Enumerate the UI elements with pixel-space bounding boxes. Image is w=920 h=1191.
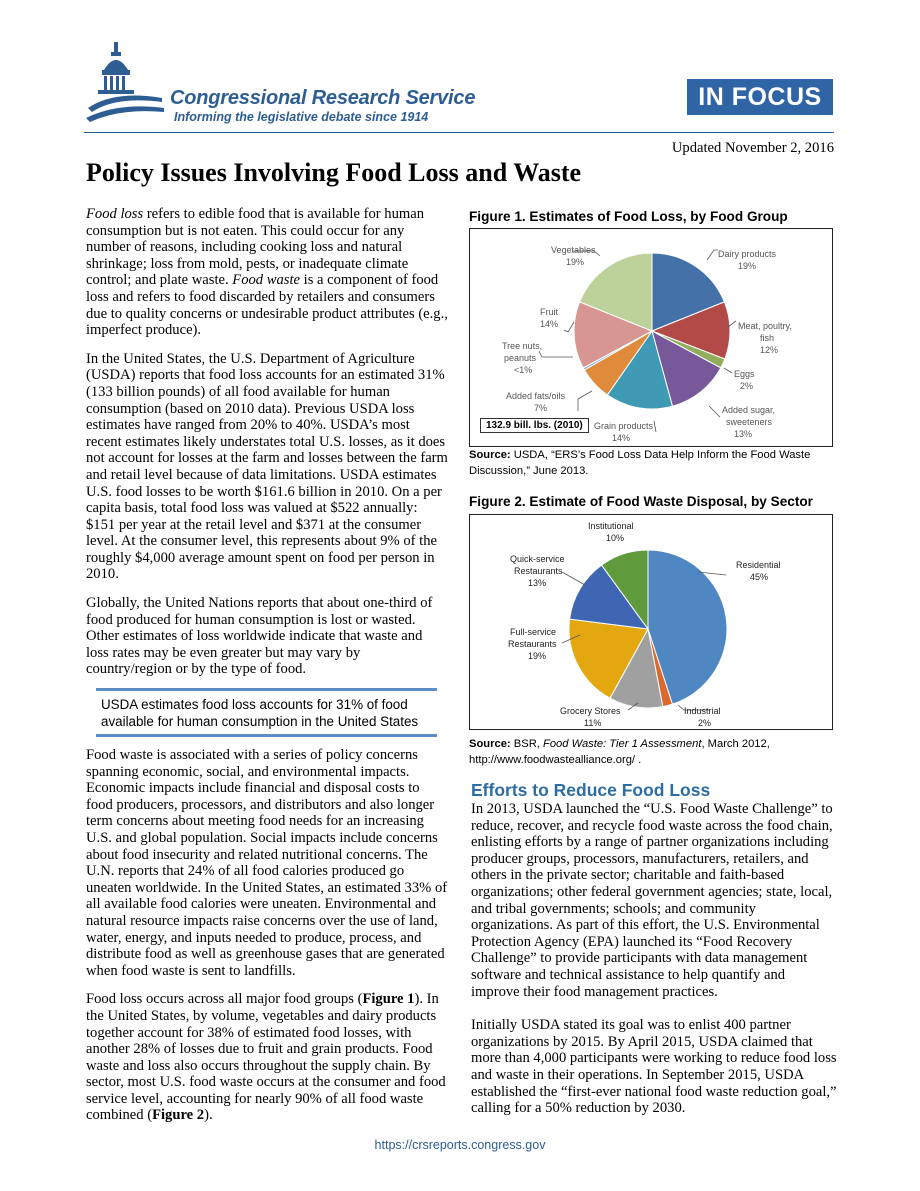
fig1-pct-eggs: 2% bbox=[740, 381, 754, 391]
updated-date: Updated November 2, 2016 bbox=[671, 140, 834, 156]
fig1-label-fats: Added fats/oils bbox=[506, 391, 566, 401]
figure-1-box bbox=[469, 228, 833, 447]
section-heading-efforts: Efforts to Reduce Food Loss bbox=[471, 780, 711, 800]
footer-url[interactable]: https://crsreports.congress.gov bbox=[374, 1138, 546, 1152]
fig2-pct-grocery: 11% bbox=[584, 718, 602, 728]
crs-logo[interactable] bbox=[84, 40, 494, 130]
figure-2-title: Figure 2. Estimate of Food Waste Disposal, by Sector bbox=[469, 494, 813, 509]
fig1-label-vegetables: Vegetables bbox=[551, 245, 596, 255]
figure-2-box bbox=[469, 514, 833, 730]
paragraph-food-groups: Food loss occurs across all major food groups (Figure 1). In the United States, by volume, vegetables and dairy products together account for 38% of estimated food losses, with another 28% of losses due to fruit and grain products. Food waste and loss also occurs throughout the supply chain. By sector, most U.S. food waste occurs at the consumer and food service level, accounting for nearly 90% of all food waste combined (Figure 2). bbox=[86, 991, 446, 1124]
fig1-label-fish: fish bbox=[760, 333, 775, 343]
fig2-label-quick1: Quick-service bbox=[510, 554, 565, 564]
fig1-total-box: 132.9 bill. lbs. (2010) bbox=[480, 418, 589, 433]
left-column-lower bbox=[86, 747, 448, 1136]
figure-1-ref[interactable]: Figure 1 bbox=[362, 991, 415, 1008]
org-name: Congressional Research Service bbox=[170, 87, 476, 109]
fig2-label-quick2: Restaurants bbox=[514, 566, 563, 576]
fig1-pct-grain: 14% bbox=[612, 433, 631, 443]
fig1-label-fruit: Fruit bbox=[540, 307, 558, 317]
org-tagline: Informing the legislative debate since 1914 bbox=[174, 110, 429, 124]
fig2-pct-quick: 13% bbox=[528, 578, 547, 588]
header-rule bbox=[84, 132, 834, 133]
food-waste-pie-chart bbox=[470, 515, 832, 729]
left-column bbox=[86, 206, 448, 690]
fig2-label-full2: Restaurants bbox=[508, 639, 557, 649]
figure-1-title: Figure 1. Estimates of Food Loss, by Food Group bbox=[469, 209, 788, 224]
fig2-pct-institutional: 10% bbox=[606, 533, 625, 543]
figure-2-ref[interactable]: Figure 2 bbox=[152, 1107, 205, 1124]
term-food-loss: Food loss bbox=[86, 206, 144, 222]
paragraph-global: Globally, the United Nations reports that about one-third of food produced for human consumption is lost or wasted. Other estimates of loss worldwide indicate that waste and loss rates may be even greater but may vary by country/region or by the type of food. bbox=[86, 595, 433, 678]
paragraph-definitions: Food loss refers to edible food that is available for human consumption but is not eaten. This could occur for any number of reasons, including cooking loss and natural shrinkage; loss from mold, pests, or inadequate climate control; and plate waste. Food waste is a component of food loss and refers to food discarded by retailers and consumers due to quality concerns or undesirable product attributes (e.g., imperfect produce). bbox=[86, 206, 448, 339]
paragraph-food-waste-challenge: In 2013, USDA launched the “U.S. Food Waste Challenge” to reduce, recover, and recycle food waste across the food chain, enlisting efforts by a range of partner organizations including producer groups, processors, manufacturers, retailers, and others in the private sector; charitable and faith-based organizations; other federal government agencies; state, local, and tribal governments; schools; and community organizations. As part of this effort, the U.S. Environmental Protection Agency (EPA) launched its “Food Recovery Challenge” to provide participants with data management software and technical assistance to help quantify and improve their food management practices. bbox=[471, 801, 833, 1000]
paragraph-impacts: Food waste is associated with a series of policy concerns spanning economic, social, and environmental impacts. Economic impacts include financial and disposal costs to food producers, processors, and distributors and also longer term concerns about meeting food needs for an increasing U.S. and global population. Social impacts include concerns about food insecurity and related nutritional concerns. The U.N. reports that 24% of all food calories produced go uneaten worldwide. In the United States, an estimated 33% of all available food calories were uneaten. Environmental and natural resource impacts raise concerns over the use of land, water, energy, and inputs needed to produce, process, and distribute food as well as greenhouse gases that are generated when food waste is sent to landfills. bbox=[86, 747, 448, 979]
fig1-label-peanuts: peanuts bbox=[504, 353, 537, 363]
paragraph-us-estimates: In the United States, the U.S. Department of Agriculture (USDA) reports that food loss accounts for an estimated 31% (133 billion pounds) of all food available for human consumption (based on 2010 data). Previous USDA loss estimates have ranged from 20% to 40%. USDA’s most recent estimates likely understates total U.S. losses, as it does not account for losses at the farm and losses between the farm and retail level because of data limitations. USDA estimates U.S. food losses to be worth $161.6 billion in 2010. On a per capita basis, total food loss was valued at $522 annually: $151 per year at the retail level and $371 at the consumer level. At the consumer level, this represents about 9% of the roughly $4,000 average amount spent on food per person in 2010. bbox=[86, 350, 448, 583]
fig2-label-grocery: Grocery Stores bbox=[560, 706, 621, 716]
fig1-label-sweeteners: sweeteners bbox=[726, 417, 773, 427]
right-column bbox=[471, 801, 837, 1129]
fig1-pct-fats: 7% bbox=[534, 403, 548, 413]
fig1-label-grain: Grain products bbox=[594, 421, 654, 431]
capitol-dome-icon bbox=[84, 40, 174, 130]
callout-box bbox=[96, 688, 437, 737]
fig1-pct-meat: 12% bbox=[760, 345, 779, 355]
fig1-label-meat: Meat, poultry, bbox=[738, 321, 792, 331]
page-title: Policy Issues Involving Food Loss and Waste bbox=[86, 158, 582, 187]
fig1-pct-dairy: 19% bbox=[738, 261, 757, 271]
fig1-label-treenuts: Tree nuts, bbox=[502, 341, 543, 351]
fig2-source-link[interactable]: http://www.foodwastealliance.org/ . bbox=[469, 753, 642, 766]
figure-1-source: Source: USDA, “ERS’s Food Loss Data Help Inform the Food Waste Discussion,” June 2013. bbox=[469, 449, 811, 477]
fig1-pct-sugar: 13% bbox=[734, 429, 753, 439]
fig2-pct-full: 19% bbox=[528, 651, 547, 661]
fig1-label-eggs: Eggs bbox=[734, 369, 755, 379]
figure-2-source: Source: BSR, Food Waste: Tier 1 Assessment, March 2012, http://www.foodwastealliance.org/ . bbox=[469, 738, 770, 766]
fig2-label-residential: Residential bbox=[736, 560, 781, 570]
fig1-pct-fruit: 14% bbox=[540, 319, 559, 329]
fig2-pct-industrial: 2% bbox=[698, 718, 712, 728]
paragraph-usda-goal: Initially USDA stated its goal was to enlist 400 partner organizations by 2015. By April 2015, USDA claimed that more than 4,000 participants were working to reduce food loss and waste in their operations. In September 2015, USDA established the “first-ever national food waste reduction goal,” calling for a 50% reduction by 2030. bbox=[471, 1017, 837, 1117]
fig2-label-industrial: Industrial bbox=[684, 706, 721, 716]
fig1-label-dairy: Dairy products bbox=[718, 249, 777, 259]
in-focus-badge: IN FOCUS bbox=[687, 79, 833, 115]
fig2-label-institutional: Institutional bbox=[588, 521, 634, 531]
fig1-pct-vegetables: 19% bbox=[566, 257, 585, 267]
fig2-pct-residential: 45% bbox=[750, 572, 769, 582]
fig1-pct-treenuts: <1% bbox=[514, 365, 533, 375]
fig1-label-sugar: Added sugar, bbox=[722, 405, 776, 415]
callout-text: USDA estimates food loss accounts for 31% of food available for human consumption in the United States bbox=[101, 697, 419, 729]
fig2-label-full1: Full-service bbox=[510, 627, 557, 637]
food-loss-pie-chart bbox=[470, 229, 832, 446]
term-food-waste: Food waste bbox=[232, 272, 300, 289]
